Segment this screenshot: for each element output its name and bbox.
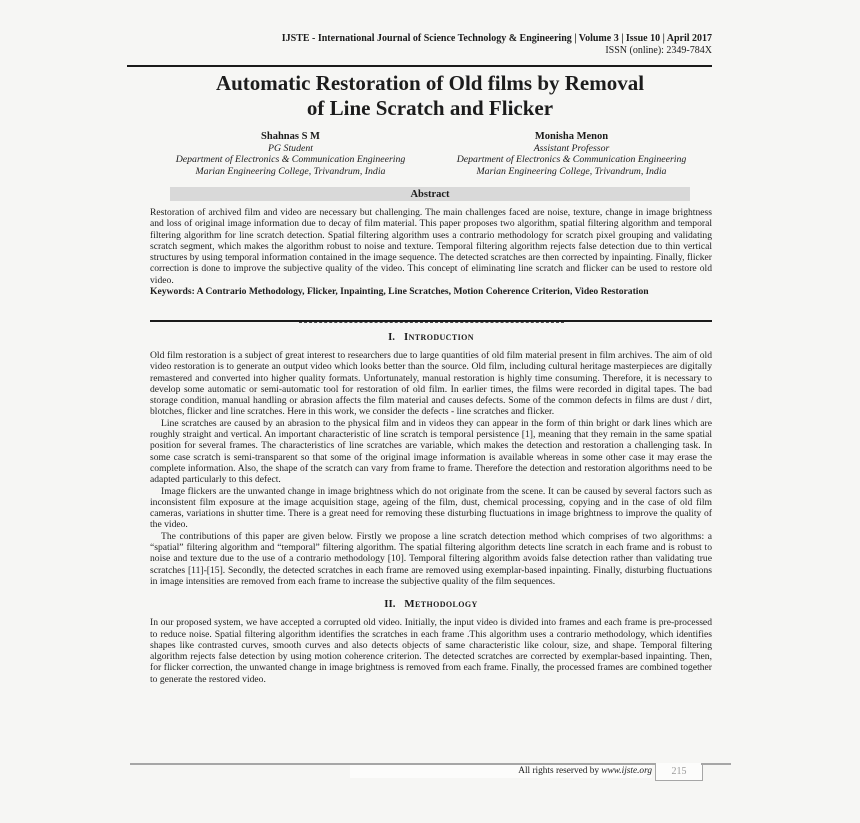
intro-paragraph-4: The contributions of this paper are given below. Firstly we propose a line scratch detection method which comprises of two algorithms: a “spatial” filtering algorithm and “temporal” filtering algorithm. The spatial filtering algorithm detects line scratch in each frame and is robust to noise and texture due to the use of a contrario methodology [10]. Temporal filtering algorithm avoids false detection rather than validating true scratches [11]-[15]. Secondly, the detected scratches in each frame are removed using exemplar-based inpainting. Finally, disturbing fluctuations in image intensities are removed from each frame to increase the subjective quality of the film sequences. [150,530,712,587]
section-heading-label: Introduction [404,331,474,343]
author-1-name: Shahnas S M [261,131,320,142]
section-number: II. [384,598,396,611]
section-heading-label: Methodology [404,598,478,611]
abstract-heading: Abstract [170,187,690,201]
author-2-department: Department of Electronics & Communication Engineering [456,154,687,165]
author-2-name: Monisha Menon [534,131,609,142]
methodology-paragraph-1: In our proposed system, we have accepted a corrupted old video. Initially, the input video is divided into frames and each frame is pre-processed to reduce noise. Spatial filtering algorithm identifies the scratches in each frame .This algorithm uses a contrario methodology, which identifies shapes like contrasted curves, smooth curves and also detects objects of same characteristic like colour, size, and shape. Temporal filtering algorithm rejects false detection by using motion coherence criterion. The detected scratches are corrected by exemplar-based inpainting. Then, for flicker correction, the unwanted change in image brightness is removed from each frame. Finally, the processed frames are combined together to generate the restored video. [150,617,712,685]
issn-line: ISSN (online): 2349-784X [605,45,712,56]
intro-paragraph-3: Image flickers are the unwanted change in image brightness which do not originate from the scene. It can be caused by several factors such as inconsistent film exposure at the image acquisition stage, ageing of the film, dust, chemical processing, copying and in the case of old film cameras, variations in shutter time. There is a great need for removing these disturbing fluctuations in image brightness to improve the quality of the video. [150,485,712,531]
page-number: 215 [671,766,687,777]
footer-rule-right [701,763,731,765]
page-number-box [655,763,703,781]
intro-paragraph-1: Old film restoration is a subject of great interest to researchers due to large quantities of old film material present in film archives. The aim of old video restoration is to generate an output video which looks better than the source. Old film, including cultural heritage masterpieces are digitally remastered and converted into higher quality formats. Unfortunately, manual restoration is highly time consuming. Therefore, it is necessary to develop some automatic or semi-automatic tool for restoration of old film. In earlier times, the films were recorded in digital tapes. The bad storage condition, manual handling or abrasion affects the film material and causes defects. Some of the common defects in films are dust / dirt, blotches, flicker and line scratches. Here in this work, we consider the defects - line scratches and flicker. [150,350,712,418]
footer-rights [350,765,652,778]
author-1 [150,131,431,177]
abstract-text: Restoration of archived film and video are necessary but challenging. The main challenges faced are noise, texture, change in image brightness and loss of original image information due to decay of film material. This paper proposes two algorithm, spatial filtering algorithm and temporal filtering algorithm for line scratch detection. Spatial filtering algorithm uses a contrario methodology for scratch pixel grouping and validating scratch segment, which makes the algorithm robust to noise and texture. Temporal filtering algorithm rejects false detection due to thin vertical structures by using temporal information contained in the image sequence. The detected scratches are then corrected by inpainting. Finally, flicker correction is done to improve the subjective quality of the video. This concept of eliminating line scratch and flicker can be used to restore old video. [150,207,712,286]
intro-paragraph-2: Line scratches are caused by an abrasion to the physical film and in videos they can appear in the form of thin bright or dark lines which are roughly straight and vertical. An important characteristic of line scratch is temporal persistence [1], meaning that they remain in the same spatial position for several frames. The characteristics of line scratches are variable, which makes the detection and restoration a challenging task. In some case scratch is semi-transparent so that some of the original image information is available whereas in some other case it may erase the complete information. Also, the shape of the scratch can vary from frame to frame. Therefore the detection and restoration algorithms need to be adapted particularly to this defect. [150,417,712,486]
author-2-role: Assistant Professor [533,142,610,154]
author-2 [431,131,712,177]
keywords-line: Keywords: A Contrario Methodology, Flicker, Inpainting, Line Scratches, Motion Coherence Criterion, Video Restoration [150,286,649,298]
authors-block [150,131,712,177]
paper-title-line-1: Automatic Restoration of Old films by Removal [215,71,645,95]
section-methodology [150,598,712,685]
section-methodology-heading [150,598,712,610]
footer-rights-prefix: All rights reserved by [518,766,602,776]
journal-header [150,33,712,57]
paper-body [150,328,712,685]
paper-title-line-2: of Line Scratch and Flicker [306,96,554,120]
author-1-department: Department of Electronics & Communication Engineering [175,154,406,165]
section-introduction [150,331,712,587]
author-2-affiliation: Marian Engineering College, Trivandrum, India [476,165,667,177]
journal-title-line: IJSTE - International Journal of Science Technology & Engineering | Volume 3 | Issue 10 | April 2017 [281,33,712,44]
author-1-affiliation: Marian Engineering College, Trivandrum, India [195,165,386,177]
section-introduction-heading [150,331,712,343]
section-divider-rule [150,320,712,323]
footer-site-url: www.ijste.org [601,766,652,776]
author-1-role: PG Student [268,142,313,154]
section-divider-dashes [299,322,564,323]
paper-title [0,71,860,121]
header-rule [127,65,712,67]
section-number: I. [388,331,395,343]
abstract-block [150,207,712,297]
